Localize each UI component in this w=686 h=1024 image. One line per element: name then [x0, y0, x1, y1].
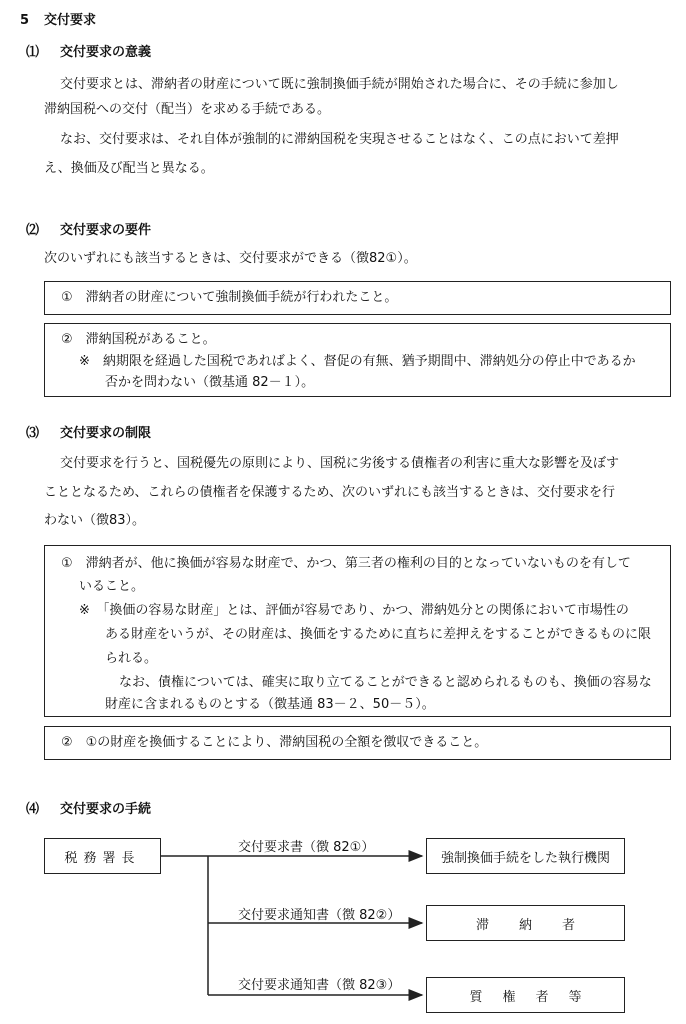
flow-source-box — [44, 838, 161, 874]
flow-target-box-3 — [426, 977, 625, 1013]
flow-target-box-1 — [426, 838, 625, 874]
section-number: 5 — [20, 13, 30, 28]
flow-target-2-label: 滞納者 — [475, 917, 605, 933]
section-title: 交付要求 — [44, 13, 97, 28]
s3-paragraph-line: 交付要求を行うと、国税優先の原則により、国税に劣後する債権者の利害に重大な影響を及ぼす — [60, 456, 620, 471]
s3-restriction-1-note: られる。 — [105, 651, 158, 666]
s1-paragraph-line: え、換価及び配当と異なる。 — [44, 161, 214, 176]
s3-restriction-1: ① 滞納者が、他に換価が容易な財産で、かつ、第三者の権利の目的となっていないものを有して — [61, 556, 631, 571]
s1-number: ⑴ — [26, 45, 40, 60]
s3-number: ⑶ — [26, 426, 40, 441]
flow-source-label: 税務署長 — [64, 850, 141, 866]
flow-arrow-2-label: 交付要求通知書（徴 82②） — [238, 908, 401, 923]
s2-title: 交付要求の要件 — [60, 223, 152, 238]
s2-requirement-2-note: ※ 納期限を経過した国税であればよく、督促の有無、猶予期間中、滞納処分の停止中であるか — [79, 354, 636, 369]
s4-number: ⑷ — [26, 802, 40, 817]
s3-restriction-1-note: ある財産をいうが、その財産は、換価をするために直ちに差押えをすることができるものに限 — [105, 627, 652, 642]
flow-arrow-3-label: 交付要求通知書（徴 82③） — [238, 978, 401, 993]
s3-restriction-1: いること。 — [79, 579, 145, 594]
s3-restriction-1-note: ※ 「換価の容易な財産」とは、評価が容易であり、かつ、滞納処分との関係において市場性の — [79, 603, 629, 618]
flow-arrow-1-label: 交付要求書（徴 82①） — [238, 840, 375, 855]
s1-title: 交付要求の意義 — [60, 45, 152, 60]
s3-restriction-1-note: なお、債権については、確実に取り立てることができると認められるものも、換価の容易な — [119, 675, 652, 690]
flow-target-box-2 — [426, 905, 625, 941]
flow-target-3-label: 質権者等 — [469, 989, 602, 1005]
flow-target-1-label: 強制換価手続をした執行機関 — [440, 850, 610, 866]
s2-intro: 次のいずれにも該当するときは、交付要求ができる（徴82①）。 — [44, 251, 417, 266]
s3-restriction-1-note: 財産に含まれるものとする（徴基通 83－２、50－５）。 — [105, 697, 435, 712]
s3-paragraph-line: こととなるため、これらの債権者を保護するため、次のいずれにも該当するときは、交付要求を行 — [44, 485, 615, 500]
s1-paragraph-line: 滞納国税への交付（配当）を求める手続である。 — [44, 102, 331, 117]
s2-requirement-1: ① 滞納者の財産について強制換価手続が行われたこと。 — [61, 290, 398, 305]
s2-requirement-2-note: 否かを問わない（徴基通 82－１）。 — [105, 375, 315, 390]
s4-title: 交付要求の手続 — [60, 802, 152, 817]
s3-restriction-2: ② ①の財産を換価することにより、滞納国税の全額を徴収できること。 — [61, 735, 488, 750]
s3-title: 交付要求の制限 — [60, 426, 152, 441]
s1-paragraph-line: 交付要求とは、滞納者の財産について既に強制換価手続が開始された場合に、その手続に参加し — [60, 77, 619, 92]
s2-number: ⑵ — [26, 223, 40, 238]
s1-paragraph-line: なお、交付要求は、それ自体が強制的に滞納国税を実現させることはなく、この点において差押 — [60, 132, 619, 147]
s2-requirement-2: ② 滞納国税があること。 — [61, 332, 216, 347]
s3-paragraph-line: わない（徴83）。 — [44, 513, 146, 528]
